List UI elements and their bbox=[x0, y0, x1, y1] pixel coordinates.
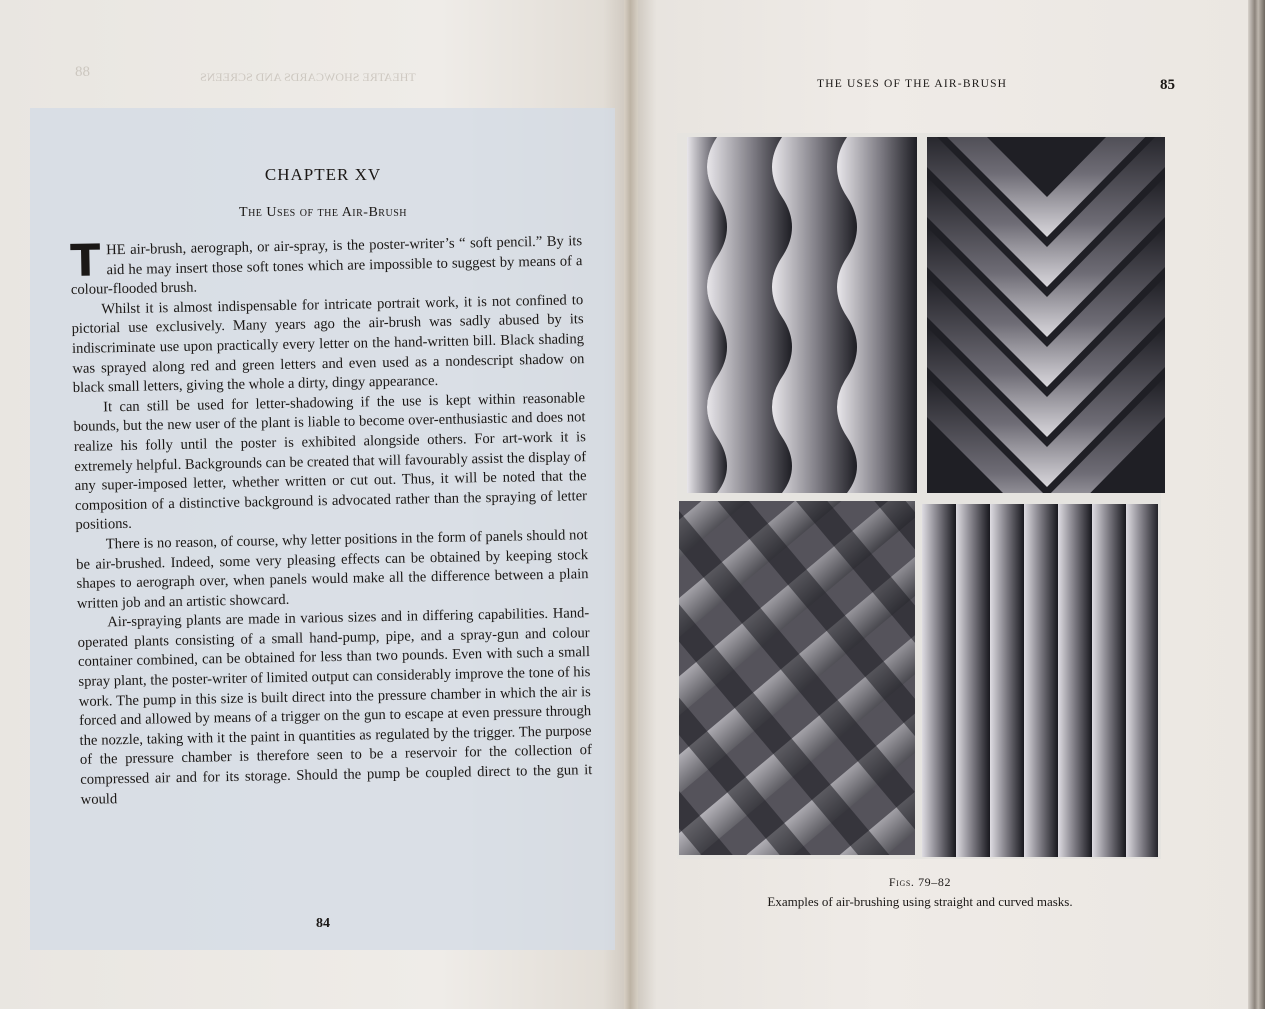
book-gutter bbox=[624, 0, 638, 1009]
paragraph-2: Whilst it is almost indispensable for intricate portrait work, it is not confined to pictorial use exclusively. Many years ago the air-brush was sadly abused by its indiscriminate use upon practically every letter on the hand-written bill. Black shading was sprayed along red and green letters and even used as a nondescript shadow on black small letters, giving the whole a dirty, dingy appearance. bbox=[71, 291, 585, 397]
paragraph-4: There is no reason, of course, why letter positions in the form of panels should not be air-brushed. Indeed, some very pleasing effects can be obtained by keeping stock shapes to aerograph over, when panels would make all the difference between a plain written job and an artistic showcard. bbox=[76, 527, 589, 612]
figure-caption-text: Examples of air-brushing using straight and curved masks. bbox=[767, 894, 1073, 909]
page-edge bbox=[1248, 0, 1265, 1009]
figure-81-diagonal-grid bbox=[679, 501, 915, 855]
page-number-left: 84 bbox=[316, 916, 330, 931]
chevron-stripes-icon bbox=[927, 137, 1165, 493]
wavy-stripes-icon bbox=[687, 137, 917, 493]
chapter-heading: CHAPTER XV bbox=[264, 165, 382, 184]
figure-79-wavy-stripes bbox=[687, 137, 917, 493]
body-text bbox=[70, 232, 593, 810]
paragraph-5: Air-spraying plants are made in various sizes and in differing capabilities. Hand-operated plants consisting of a small hand-pump, pipe, and a spray-gun and colour container combined, can be obtained for less than two pounds. Even with such a small spray plant, the poster-writer of limited output can considerably improve the tone of his work. The pump in this size is built direct into the pressure chamber in which the air is forced and allowed by means of a trigger on the gun to escape at even pressure through the nozzle, taking with it the paint in quantities as regulated by the trigger. The purpose of the pressure chamber is therefore seen to be a reservoir for the collection of compressed air and for its storage. Should the pump be coupled direct to the gun it would bbox=[77, 605, 593, 808]
paragraph-3: It can still be used for letter-shadowing if the use is kept within reasonable bounds, but the new user of the plant is liable to become over-enthusiastic and does not realize his folly until the poster is exhibited alongside others. For art-work it is extremely helpful. Backgrounds can be created that will favourably assist the display of any super-imposed letter, whether written or cut out. Thus, it will be noted that the composition of a distinctive background is advocated rather than the spraying of letter positions. bbox=[73, 389, 588, 534]
figure-82-vertical-stripes bbox=[922, 504, 1158, 857]
running-head: THE USES OF THE AIR-BRUSH bbox=[817, 78, 1008, 90]
show-through-running-head: THEATRE SHOWCARDS AND SCREENS bbox=[200, 70, 416, 84]
figure-80-chevron-stripes bbox=[927, 137, 1165, 493]
diagonal-grid-icon bbox=[679, 501, 915, 855]
paragraph-1-text: HE air-brush, aerograph, or air-spray, is the poster-writer’s “ soft pencil.” By its aid he may insert those soft tones which are impossible to suggest by means of a colour-flooded brush. bbox=[70, 233, 583, 299]
page-number-right: 85 bbox=[1160, 77, 1175, 93]
paragraph-1 bbox=[70, 232, 583, 301]
figure-caption-number: Figs. 79–82 bbox=[888, 875, 952, 889]
vertical-stripes-icon bbox=[922, 504, 1158, 857]
show-through-folio: 88 bbox=[75, 64, 90, 80]
section-title: The Uses of the Air-Brush bbox=[239, 205, 407, 220]
drop-cap: T bbox=[69, 235, 101, 287]
figure-plate bbox=[677, 133, 1161, 859]
